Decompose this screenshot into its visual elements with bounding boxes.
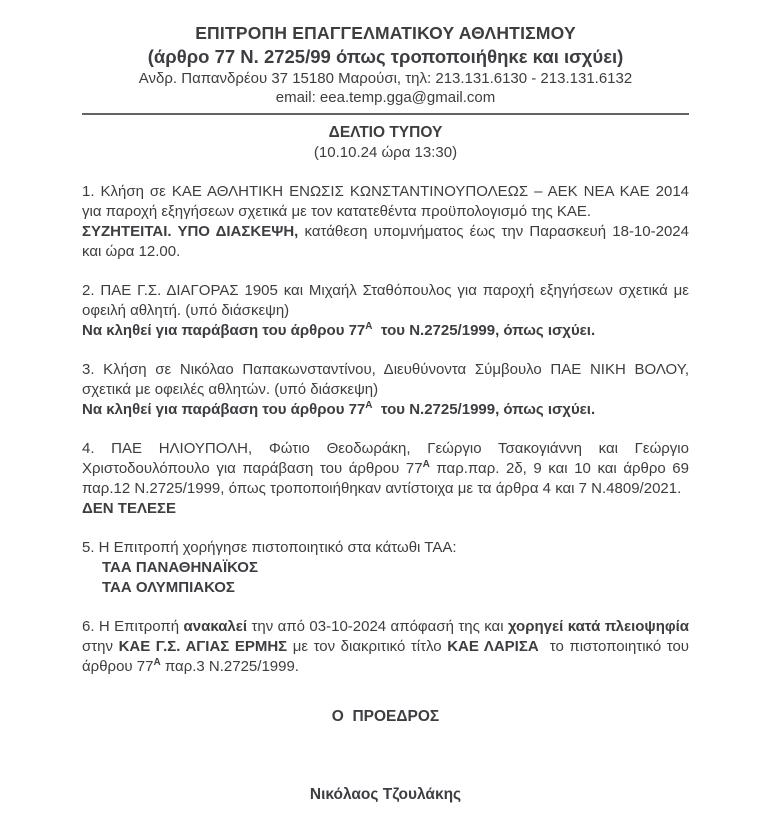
superscript: Α — [365, 400, 373, 411]
text-run: 4. ΠΑΕ ΗΛΙΟΥΠΟΛΗ, Φώτιο Θεοδωράκη, Γεώργιο Τσακογιάννη και Γεώργιο Χριστοδουλόπουλο για παράβαση του άρθρου 77 — [82, 440, 689, 477]
press-release-title: ΔΕΛΤΙΟ ΤΥΠΟΥ — [328, 124, 443, 141]
paragraph — [82, 499, 689, 519]
organization-name: ΕΠΙΤΡΟΠΗ ΕΠΑΓΓΕΛΜΑΤΙΚΟΥ ΑΘΛΗΤΙΣΜΟΥ — [195, 23, 576, 43]
bold-text-run: ΚΑΕ ΛΑΡΙΣΑ — [447, 638, 539, 655]
letterhead — [82, 22, 689, 115]
press-release-datetime: (10.10.24 ώρα 13:30) — [313, 144, 458, 161]
text-run: το πιστοποιητικό του άρθρου 77 — [82, 638, 689, 675]
text-run: 3. Κλήση σε Νικόλαο Παπακωνσταντίνου, Διευθύνοντα Σύμβουλο ΠΑΕ ΝΙΚΗ ΒΟΛΟΥ, σχετικά με οφειλές αθλητών. (υπό διάσκεψη) — [82, 361, 689, 398]
paragraph — [82, 321, 689, 341]
superscript: Α — [365, 321, 373, 332]
text-run: στην — [82, 638, 119, 655]
signature-name: Νικόλαος Τζουλάκης — [309, 786, 462, 803]
paragraph — [82, 281, 689, 321]
header-divider — [82, 113, 689, 115]
press-release-item — [82, 538, 689, 598]
superscript: Α — [153, 657, 161, 668]
paragraph — [82, 400, 689, 420]
signature-role: Ο ΠΡΟΕΔΡΟΣ — [331, 708, 440, 725]
text-run: 1. Κλήση σε ΚΑΕ ΑΘΛΗΤΙΚΗ ΕΝΩΣΙΣ ΚΩΝΣΤΑΝΤΙΝΟΥΠΟΛΕΩΣ – ΑΕΚ ΝΕΑ ΚΑΕ 2014 για παροχή εξηγήσεων σχετικά με τον κατατεθέντα προϋπολογισμό της ΚΑΕ. — [82, 183, 689, 220]
press-release-item — [82, 439, 689, 519]
press-release-item — [82, 360, 689, 420]
bold-text-run: ΤΑΑ ΟΛΥΜΠΙΑΚΟΣ — [102, 579, 235, 596]
paragraph — [82, 617, 689, 677]
bold-text-run: του Ν.2725/1999, όπως ισχύει. — [372, 322, 596, 339]
address-phone-line: Ανδρ. Παπανδρέου 37 15180 Μαρούσι, τηλ: 213.131.6130 - 213.131.6132 — [138, 70, 633, 87]
text-run: παρ.3 Ν.2725/1999. — [160, 658, 299, 675]
bold-text-run: ΚΑΕ Γ.Σ. ΑΓΙΑΣ ΕΡΜΗΣ — [118, 638, 288, 655]
press-release-body — [82, 182, 689, 677]
paragraph — [82, 182, 689, 222]
press-release-item — [82, 281, 689, 341]
text-run: παρ.παρ. 2δ, 9 και 10 και άρθρο 69 παρ.12 Ν.2725/1999, όπως τροποποιήθηκαν αντίστοιχα με τα άρθρα 4 και 7 Ν.4809/2021. — [82, 460, 689, 497]
bold-text-run: του Ν.2725/1999, όπως ισχύει. — [372, 401, 596, 418]
superscript: Α — [422, 459, 430, 470]
email-line: email: eea.temp.gga@gmail.com — [275, 89, 496, 106]
press-release-header — [82, 123, 689, 163]
text-run: την από 03-10-2024 απόφασή της και — [247, 618, 508, 635]
press-release-item — [82, 182, 689, 262]
certificate-line — [82, 558, 689, 578]
bold-text-run: ΣΥΖΗΤΕΙΤΑΙ. ΥΠΟ ΔΙΑΣΚΕΨΗ, — [82, 223, 305, 240]
law-reference-line: (άρθρο 77 Ν. 2725/99 όπως τροποποιήθηκε και ισχύει) — [147, 46, 624, 67]
signature-block — [82, 707, 689, 805]
certificate-line — [82, 578, 689, 598]
bold-text-run: ανακαλεί — [183, 618, 248, 635]
text-run: με τον διακριτικό τίτλο — [287, 638, 448, 655]
bold-text-run: Να κληθεί για παράβαση του άρθρου 77 — [82, 401, 366, 418]
text-run: 6. Η Επιτροπή — [82, 618, 184, 635]
paragraph — [82, 538, 689, 558]
bold-text-run: Να κληθεί για παράβαση του άρθρου 77 — [82, 322, 366, 339]
paragraph — [82, 360, 689, 400]
bold-text-run: ΤΑΑ ΠΑΝΑΘΗΝΑΪΚΟΣ — [102, 559, 258, 576]
bold-text-run: χορηγεί κατά πλειοψηφία — [507, 618, 689, 635]
paragraph — [82, 222, 689, 262]
press-release-item — [82, 617, 689, 677]
paragraph — [82, 439, 689, 499]
bold-text-run: ΔΕΝ ΤΕΛΕΣΕ — [82, 500, 176, 517]
text-run: 2. ΠΑΕ Γ.Σ. ΔΙΑΓΟΡΑΣ 1905 και Μιχαήλ Σταθόπουλος για παροχή εξηγήσεων σχετικά με οφειλή αθλητή. (υπό διάσκεψη) — [82, 282, 689, 319]
text-run: 5. Η Επιτροπή χορήγησε πιστοποιητικό στα κάτωθι ΤΑΑ: — [82, 539, 457, 556]
text-run: κατάθεση υπομνήματος έως την Παρασκευή 18-10-2024 και ώρα 12.00. — [82, 223, 689, 260]
